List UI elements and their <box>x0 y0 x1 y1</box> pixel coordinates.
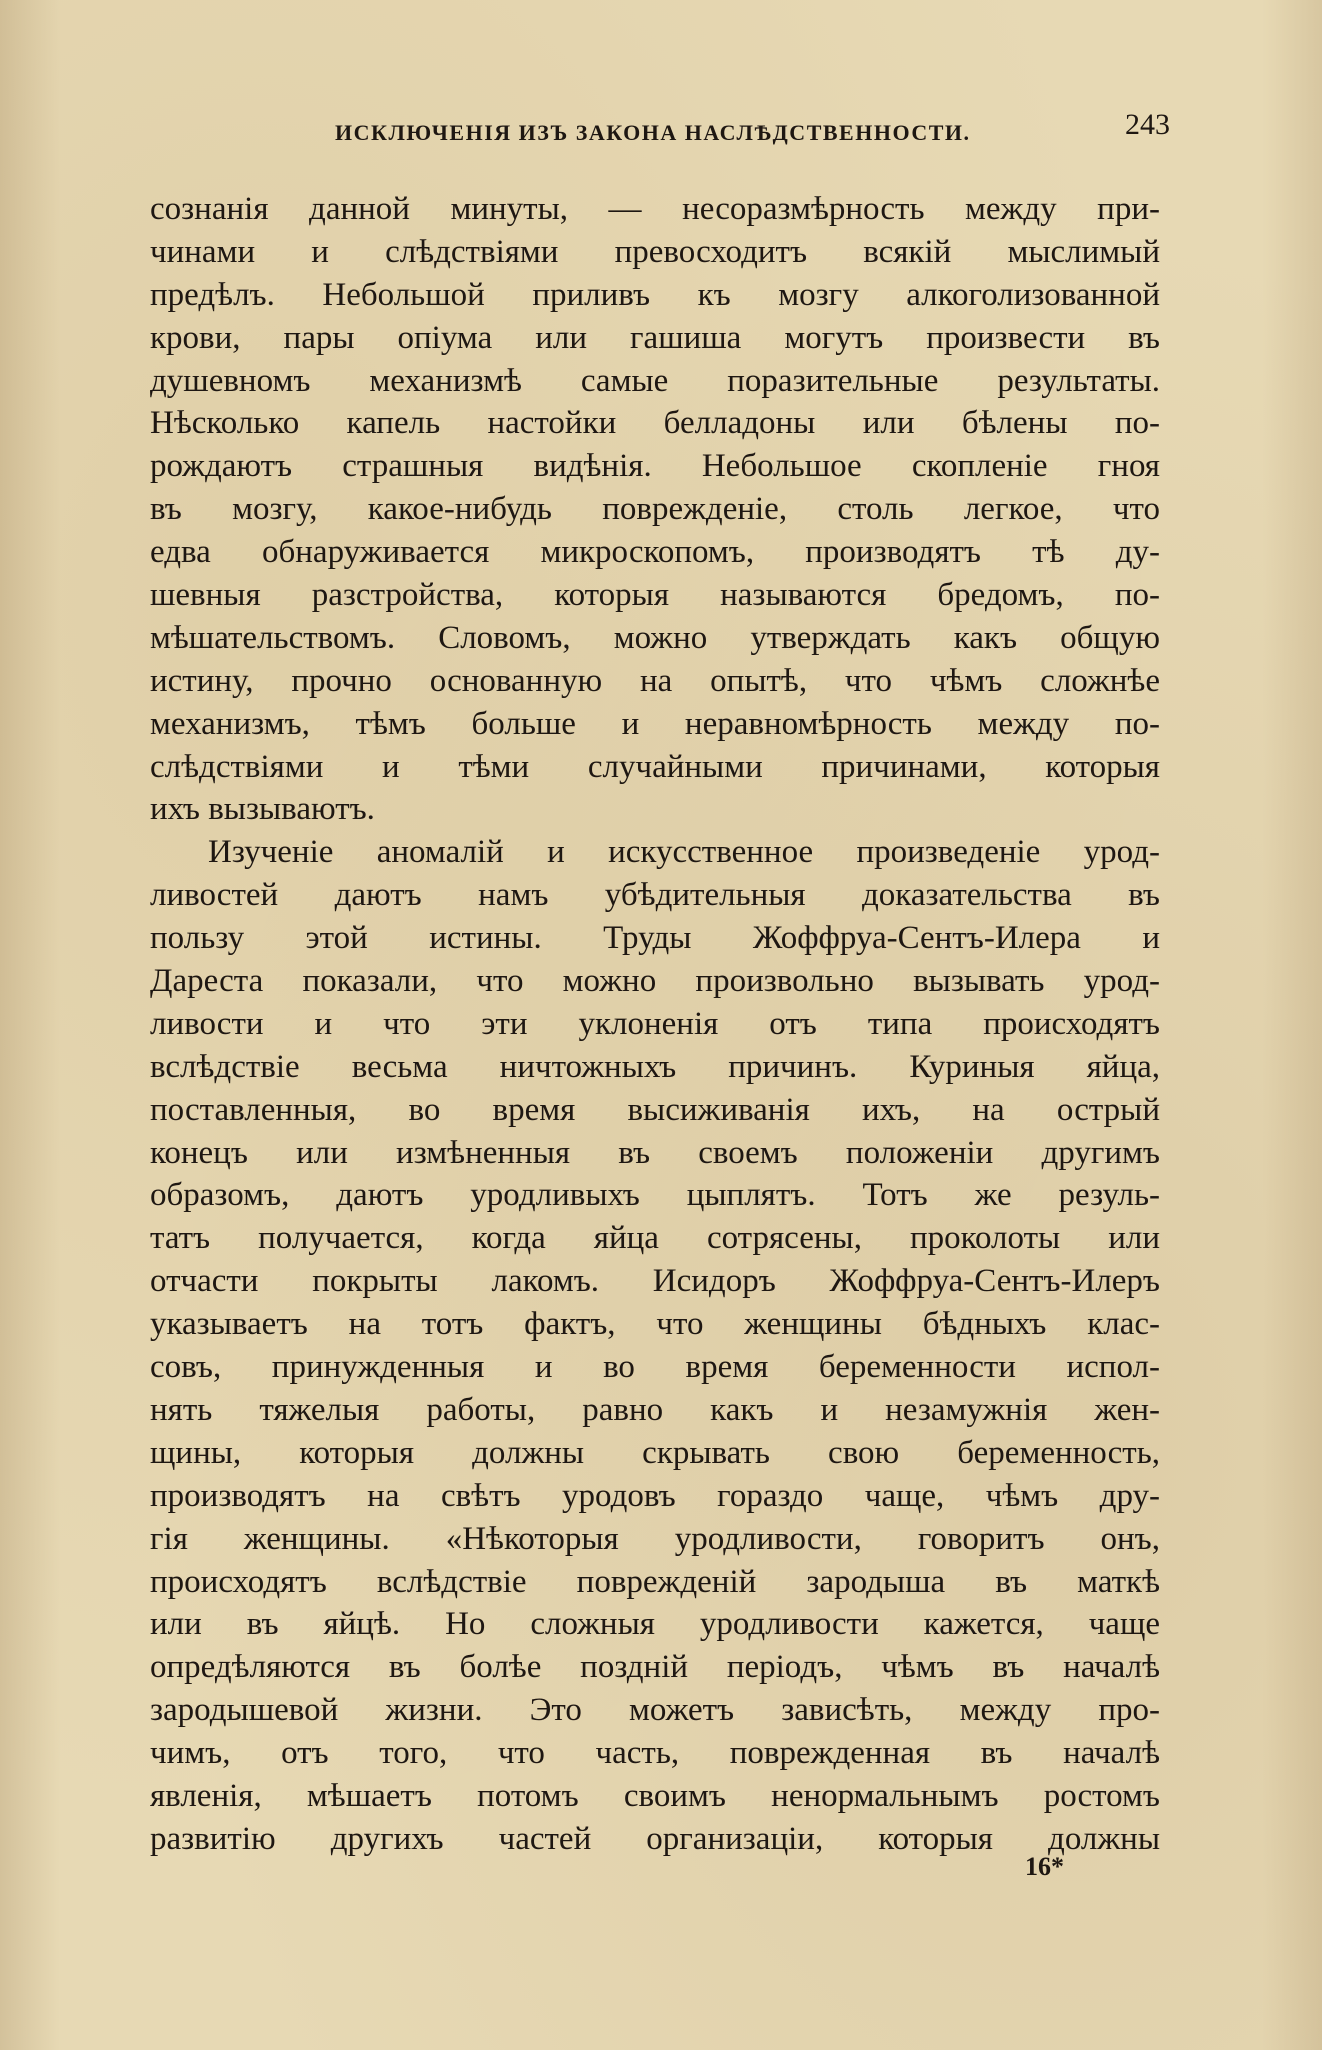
text-line: вслѣдствіе весьма ничтожныхъ причинъ. Куриныя яйца, <box>150 1048 1160 1085</box>
text-line: едва обнаруживается микроскопомъ, производятъ тѣ ду- <box>150 534 1160 571</box>
text-line: мѣшательствомъ. Словомъ, можно утверждать какъ общую <box>150 619 1160 656</box>
text-line: конецъ или измѣненныя въ своемъ положеніи другимъ <box>150 1134 1160 1171</box>
paragraph-1 <box>150 188 1160 831</box>
text-line: слѣдствіями и тѣми случайными причинами, которыя <box>150 748 1160 785</box>
text-line: гія женщины. «Нѣкоторыя уродливости, говоритъ онъ, <box>150 1520 1160 1557</box>
text-line: истину, прочно основанную на опытѣ, что чѣмъ сложнѣе <box>150 662 1160 699</box>
text-line: въ мозгу, какое-нибудь поврежденіе, столь легкое, что <box>150 491 1160 528</box>
text-line: чинами и слѣдствіями превосходитъ всякій мыслимый <box>150 233 1160 270</box>
text-line: душевномъ механизмѣ самые поразительные результаты. <box>150 362 1160 399</box>
text-line: ливости и что эти уклоненія отъ типа происходятъ <box>150 1005 1160 1042</box>
text-line: нять тяжелыя работы, равно какъ и незамужнія жен- <box>150 1391 1160 1428</box>
text-line: происходятъ вслѣдствіе поврежденій зародыша въ маткѣ <box>150 1563 1160 1600</box>
text-line: или въ яйцѣ. Но сложныя уродливости кажется, чаще <box>150 1606 1160 1643</box>
text-line: рождаютъ страшныя видѣнія. Небольшое скопленіе гноя <box>150 448 1160 485</box>
text-line: сознанія данной минуты, — несоразмѣрность между при- <box>150 191 1160 227</box>
text-line: Нѣсколько капель настойки белладоны или бѣлены по- <box>150 405 1160 442</box>
text-line: пользу этой истины. Труды Жоффруа-Сентъ-Илера и <box>150 920 1160 957</box>
text-line: ливостей даютъ намъ убѣдительныя доказательства въ <box>150 877 1160 914</box>
text-line: Дареста показали, что можно произвольно вызывать урод- <box>150 963 1160 1000</box>
paragraph-2 <box>150 831 1160 1860</box>
text-line: крови, пары опіума или гашиша могутъ произвести въ <box>150 319 1160 356</box>
body-text <box>150 188 1160 1861</box>
text-line: зародышевой жизни. Это можетъ зависѣть, между про- <box>150 1692 1160 1729</box>
text-line: предѣлъ. Небольшой приливъ къ мозгу алкоголизованной <box>150 276 1160 313</box>
running-head <box>150 108 1170 148</box>
signature-mark: 16* <box>1025 1852 1064 1881</box>
text-line: Изученіе аномалій и искусственное произведеніе урод- <box>208 834 1160 871</box>
text-line: производятъ на свѣтъ уродовъ гораздо чаще, чѣмъ дру- <box>150 1477 1160 1514</box>
text-line: явленія, мѣшаетъ потомъ своимъ ненормальнымъ ростомъ <box>150 1777 1160 1814</box>
text-line: опредѣляются въ болѣе поздній періодъ, чѣмъ въ началѣ <box>150 1649 1160 1686</box>
text-line: щины, которыя должны скрывать свою беременность, <box>150 1434 1160 1471</box>
text-line: совъ, принужденныя и во время беременности испол- <box>150 1349 1160 1386</box>
text-line: чимъ, отъ того, что часть, поврежденная въ началѣ <box>150 1735 1160 1772</box>
text-line: отчасти покрыты лакомъ. Исидоръ Жоффруа-Сентъ-Илеръ <box>150 1263 1160 1300</box>
text-line: поставленныя, во время высиживанія ихъ, на острый <box>150 1091 1160 1128</box>
page-number: 243 <box>1125 108 1170 141</box>
text-line: указываетъ на тотъ фактъ, что женщины бѣдныхъ клас- <box>150 1306 1160 1343</box>
text-line: развитію другихъ частей организаціи, которыя должны <box>150 1820 1160 1857</box>
text-line: механизмъ, тѣмъ больше и неравномѣрность между по- <box>150 705 1160 742</box>
text-line: татъ получается, когда яйца сотрясены, проколоты или <box>150 1220 1160 1257</box>
text-line: шевныя разстройства, которыя называются бредомъ, по- <box>150 577 1160 614</box>
text-line: образомъ, даютъ уродливыхъ цыплятъ. Тотъ же резуль- <box>150 1177 1160 1214</box>
text-line: ихъ вызываютъ. <box>150 791 375 828</box>
running-title: ИСКЛЮЧЕНІЯ ИЗЪ ЗАКОНА НАСЛѢДСТВЕННОСТИ. <box>335 120 971 145</box>
